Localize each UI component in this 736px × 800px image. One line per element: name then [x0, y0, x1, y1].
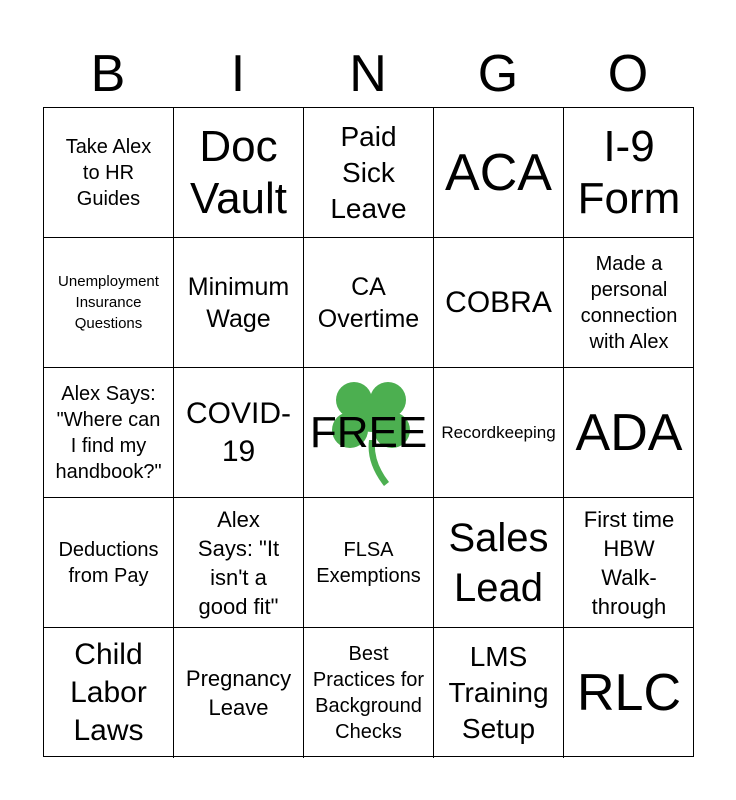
- cell-g5[interactable]: [434, 628, 564, 758]
- cell-o5[interactable]: [564, 628, 694, 758]
- cell-label: LMS Training Setup: [448, 641, 549, 744]
- cell-i5[interactable]: [174, 628, 304, 758]
- bingo-board: [43, 107, 694, 757]
- cell-label: Doc Vault: [189, 121, 288, 223]
- cell-label: I-9 Form: [577, 121, 681, 223]
- cell-o4[interactable]: [564, 498, 694, 628]
- cell-n2[interactable]: [304, 238, 434, 368]
- cell-o3[interactable]: [564, 368, 694, 498]
- cell-label: Made a personal connection with Alex: [580, 252, 678, 353]
- cell-label: COBRA: [445, 285, 552, 319]
- cell-label: Deductions from Pay: [58, 538, 159, 587]
- cell-label: ADA: [575, 403, 683, 462]
- cell-label: Sales Lead: [448, 515, 549, 610]
- cell-g2[interactable]: [434, 238, 564, 368]
- cell-n5[interactable]: [304, 628, 434, 758]
- cell-i4[interactable]: [174, 498, 304, 628]
- cell-o2[interactable]: [564, 238, 694, 368]
- cell-i2[interactable]: [174, 238, 304, 368]
- cell-label: Alex Says: "It isn't a good fit": [197, 506, 280, 619]
- cell-label: First time HBW Walk- through: [583, 506, 675, 619]
- cell-label: Alex Says: "Where can I find my handbook?": [55, 382, 162, 483]
- cell-label: ACA: [445, 143, 552, 202]
- header-letter-o: O: [607, 45, 649, 103]
- cell-n1[interactable]: [304, 108, 434, 238]
- bingo-header: [43, 44, 693, 104]
- header-letter-b: B: [90, 45, 126, 103]
- header-letter-n: N: [349, 45, 387, 103]
- cell-n4[interactable]: [304, 498, 434, 628]
- cell-label: Unemployment Insurance Questions: [58, 273, 159, 332]
- cell-g4[interactable]: [434, 498, 564, 628]
- cell-b4[interactable]: [44, 498, 174, 628]
- cell-label: Minimum Wage: [187, 272, 290, 333]
- cell-g1[interactable]: [434, 108, 564, 238]
- cell-g3[interactable]: [434, 368, 564, 498]
- cell-b5[interactable]: [44, 628, 174, 758]
- cell-b2[interactable]: [44, 238, 174, 368]
- cell-label: COVID- 19: [186, 396, 291, 468]
- cell-label: Paid Sick Leave: [330, 120, 407, 224]
- cell-b1[interactable]: [44, 108, 174, 238]
- cell-label: FLSA Exemptions: [316, 538, 421, 587]
- cell-label: RLC: [576, 664, 682, 722]
- free-space-label: FREE: [309, 407, 428, 457]
- cell-label: Child Labor Laws: [70, 638, 147, 747]
- cell-label: Recordkeeping: [441, 422, 556, 442]
- header-letter-i: I: [230, 45, 246, 103]
- header-letter-g: G: [477, 45, 519, 103]
- cell-b3[interactable]: [44, 368, 174, 498]
- cell-label: Take Alex to HR Guides: [65, 135, 152, 210]
- cell-free-space[interactable]: [304, 368, 434, 498]
- cell-i3[interactable]: [174, 368, 304, 498]
- cell-label: Pregnancy Leave: [185, 666, 292, 720]
- cell-label: CA Overtime: [317, 272, 420, 333]
- cell-o1[interactable]: [564, 108, 694, 238]
- cell-label: Best Practices for Background Checks: [312, 643, 425, 743]
- cell-i1[interactable]: [174, 108, 304, 238]
